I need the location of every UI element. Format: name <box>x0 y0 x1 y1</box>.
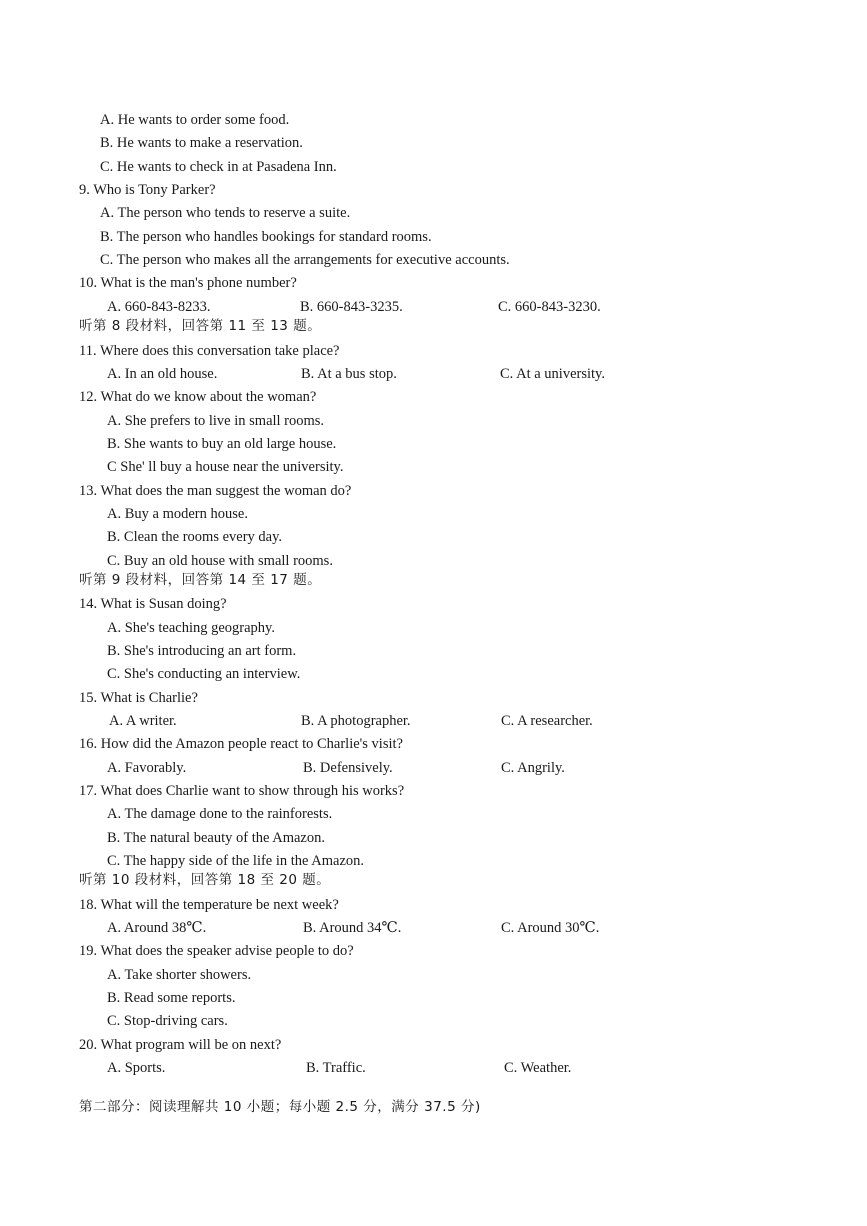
q16-option-c: C. Angrily. <box>501 760 565 776</box>
q20-question: 20. What program will be on next? <box>79 1037 282 1053</box>
q18-option-a: A. Around 38℃. <box>107 920 207 936</box>
q19-option-a: A. Take shorter showers. <box>107 967 252 983</box>
q18-option-c: C. Around 30℃. <box>501 920 600 936</box>
q14-option-b: B. She's introducing an art form. <box>107 643 297 659</box>
q15-option-b: B. A photographer. <box>301 713 411 729</box>
q17-option-b: B. The natural beauty of the Amazon. <box>107 830 325 846</box>
q9-option-a: A. The person who tends to reserve a suite. <box>100 205 351 221</box>
q11-option-b: B. At a bus stop. <box>301 366 397 382</box>
q9-question: 9. Who is Tony Parker? <box>79 182 216 198</box>
q17-question: 17. What does Charlie want to show through his works? <box>79 783 405 799</box>
q19-option-c: C. Stop-driving cars. <box>107 1013 228 1029</box>
q18-question: 18. What will the temperature be next week? <box>79 897 339 913</box>
q16-question: 16. How did the Amazon people react to Charlie's visit? <box>79 736 403 752</box>
q20-option-b: B. Traffic. <box>306 1060 366 1076</box>
q12-question: 12. What do we know about the woman? <box>79 389 317 405</box>
q9-option-c: C. The person who makes all the arrangements for executive accounts. <box>100 252 510 268</box>
q10-question: 10. What is the man's phone number? <box>79 275 297 291</box>
q18-option-b: B. Around 34℃. <box>303 920 402 936</box>
q14-option-c: C. She's conducting an interview. <box>107 666 301 682</box>
q13-option-a: A. Buy a modern house. <box>107 506 248 522</box>
q15-question: 15. What is Charlie? <box>79 690 198 706</box>
q17-option-a: A. The damage done to the rainforests. <box>107 806 333 822</box>
q12-option-a: A. She prefers to live in small rooms. <box>107 413 325 429</box>
q17-option-c: C. The happy side of the life in the Amazon. <box>107 853 365 869</box>
q15-option-c: C. A researcher. <box>501 713 593 729</box>
q13-option-c: C. Buy an old house with small rooms. <box>107 553 333 569</box>
q14-option-a: A. She's teaching geography. <box>107 620 275 636</box>
q11-option-c: C. At a university. <box>500 366 605 382</box>
q20-option-c: C. Weather. <box>504 1060 572 1076</box>
q19-question: 19. What does the speaker advise people to do? <box>79 943 354 959</box>
q16-option-a: A. Favorably. <box>107 760 187 776</box>
q11-question: 11. Where does this conversation take place? <box>79 343 340 359</box>
q10-option-c: C. 660-843-3230. <box>498 299 601 315</box>
q19-option-b: B. Read some reports. <box>107 990 236 1006</box>
q15-option-a: A. A writer. <box>109 713 177 729</box>
q8-option-c: C. He wants to check in at Pasadena Inn. <box>100 159 337 175</box>
q9-option-b: B. The person who handles bookings for standard rooms. <box>100 229 432 245</box>
q8-option-b: B. He wants to make a reservation. <box>100 135 303 151</box>
section-10-instruction: 听第 10 段材料，回答第 18 至 20 题。 <box>79 872 331 888</box>
q13-question: 13. What does the man suggest the woman do? <box>79 483 352 499</box>
q16-option-b: B. Defensively. <box>303 760 393 776</box>
q8-option-a: A. He wants to order some food. <box>100 112 290 128</box>
q11-option-a: A. In an old house. <box>107 366 218 382</box>
part-2-heading: 第二部分：阅读理解共 10 小题；每小题 2.5 分，满分 37.5 分) <box>79 1099 481 1115</box>
q13-option-b: B. Clean the rooms every day. <box>107 529 283 545</box>
q12-option-c: C She' ll buy a house near the university. <box>107 459 344 475</box>
q10-option-b: B. 660-843-3235. <box>300 299 403 315</box>
q10-option-a: A. 660-843-8233. <box>107 299 211 315</box>
section-8-instruction: 听第 8 段材料，回答第 11 至 13 题。 <box>79 318 322 334</box>
q20-option-a: A. Sports. <box>107 1060 166 1076</box>
section-9-instruction: 听第 9 段材料，回答第 14 至 17 题。 <box>79 572 322 588</box>
q14-question: 14. What is Susan doing? <box>79 596 227 612</box>
q12-option-b: B. She wants to buy an old large house. <box>107 436 337 452</box>
